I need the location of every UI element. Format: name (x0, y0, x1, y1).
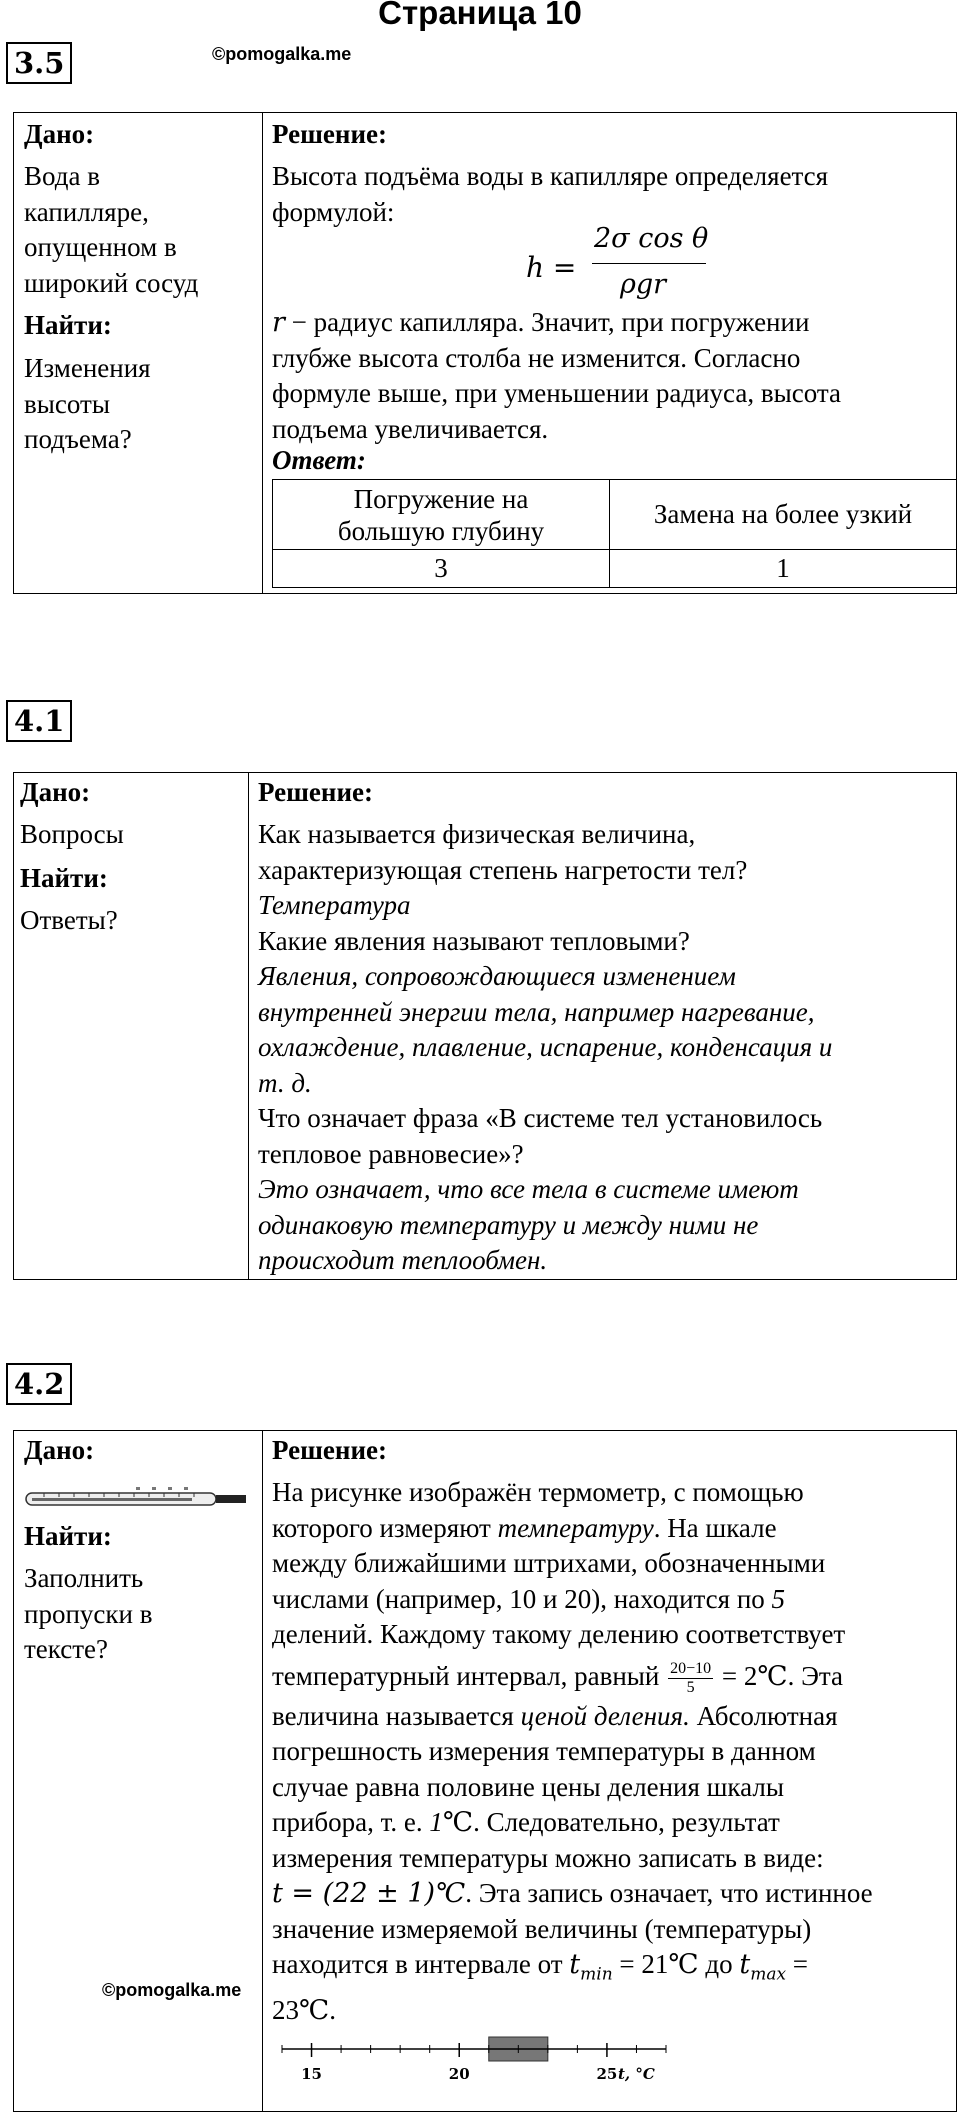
answer-label: Ответ: (272, 445, 366, 475)
answer-value-1: 3 (273, 550, 610, 588)
find-text: Изменения высоты подъема? (24, 353, 151, 454)
answer-table (272, 479, 957, 588)
answer-1: Температура (258, 890, 411, 920)
watermark-top: ©pomogalka.me (212, 44, 352, 64)
find-text: Ответы? (20, 905, 118, 935)
task-number-4-2: 4.2 (6, 1363, 72, 1405)
answer-3: Это означает, что все тела в системе имеют одинаковую температуру и между ними не происходит теплообмен. (258, 1174, 799, 1275)
solution-label: Решение: (258, 777, 373, 807)
task-4-2-table (13, 1430, 957, 2112)
find-label: Найти: (20, 863, 108, 893)
answer-header-2: Замена на более узкий (610, 480, 957, 550)
find-text: Заполнить пропуски в тексте? (24, 1563, 153, 1664)
scale-ticks (282, 2043, 666, 2057)
formula-lhs: h = (526, 251, 577, 284)
given-text: Вода в капилляре, опущенном в широкий сосуд (24, 161, 199, 298)
task-number-4-1: 4.1 (6, 700, 72, 742)
column-divider (262, 113, 263, 593)
answer-header-1: Погружение на большую глубину (273, 480, 610, 550)
temperature-scale (274, 2035, 674, 2089)
capillary-formula (526, 223, 726, 313)
cost-fraction: $\frac{20-10}{5}$ (670, 1659, 712, 1696)
thermometer-icon (24, 1483, 256, 1513)
formula-numerator: 2σ cos θ (594, 223, 709, 254)
watermark-bottom: ©pomogalka.me (102, 1980, 242, 2000)
axis-label: t, °C (618, 2065, 655, 2083)
formula-denominator: ρgr (620, 269, 667, 300)
solution-label: Решение: (272, 119, 387, 149)
given-text: Вопросы (20, 819, 124, 849)
given-label: Дано: (24, 119, 95, 149)
find-label: Найти: (24, 1521, 112, 1551)
fraction-bar (592, 263, 706, 264)
given-label: Дано: (24, 1435, 95, 1465)
task-3-5-table (13, 112, 957, 594)
question-3: Что означает фраза «В системе тел установилось тепловое равновесие»? (258, 1103, 823, 1169)
tick-label-15: 15 (301, 2065, 322, 2083)
tick-label-25: 25 (596, 2065, 618, 2083)
solution-label: Решение: (272, 1435, 387, 1465)
given-label: Дано: (20, 777, 91, 807)
task-4-1-table (13, 772, 957, 1280)
answer-value-2: 1 (610, 550, 957, 588)
page-title: Страница 10 (378, 0, 582, 31)
solution-intro: Высота подъёма воды в капилляре определяется формулой: (272, 161, 829, 227)
tick-label-20: 20 (448, 2065, 470, 2083)
column-divider (248, 773, 249, 1279)
question-2: Какие явления называют тепловыми? (258, 925, 690, 956)
solution-body: r − радиус капилляра. Значит, при погружении глубже высота столба не изменится. Согласно формуле выше, при уменьшении радиуса, высота подъема увеличивается. (272, 307, 841, 444)
answer-2: Явления, сопровождающиеся изменением внутренней энергии тела, например нагревание, охлаждение, плавление, испарение, конденсация и т. д. (258, 961, 833, 1098)
task-number-3-5: 3.5 (6, 42, 72, 84)
solution-text: На рисунке изображён термометр, с помощью которого измеряют температуру. На шкале между ближайшими штрихами, обозначенными числами (например, 10 и 20), находится по 5 делений. Каждому такому делению соответствует температурный интервал, равный $\frac{20-10}{5}$ = 2℃. Эта величина называется ценой деления. Абсолютная погрешность измерения температуры в данном случае равна половине цены деления шкалы прибора, т. е. 1℃. Следовательно, результат измерения температуры можно записать в виде: t = (22 ± 1)℃. Эта запись означает, что истинное значение измеряемой величины (температуры) находится в интервале от $t_{min}$ = 21℃ до $t_{max}$ = 23℃. (272, 1477, 873, 2025)
column-divider (262, 1431, 263, 2111)
qa-text (258, 817, 832, 1279)
question-1: Как называется физическая величина, характеризующая степень нагретости тел? (258, 819, 748, 885)
find-label: Найти: (24, 310, 112, 340)
